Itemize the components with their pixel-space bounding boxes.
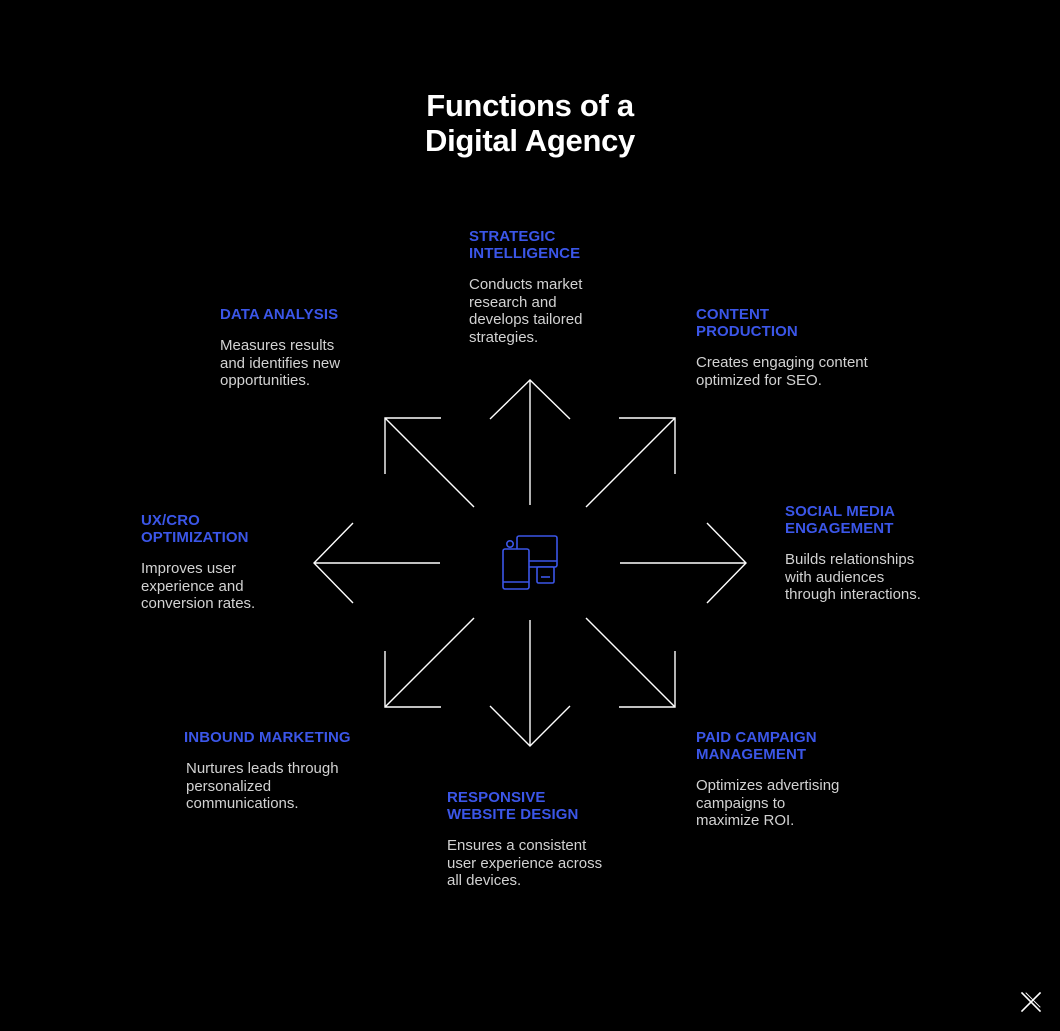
- heading-line: RESPONSIVE: [447, 789, 546, 806]
- heading-line: CONTENT: [696, 306, 770, 323]
- function-content-production: [696, 306, 868, 389]
- arrow-down-left: [385, 618, 474, 707]
- function-ux-cro-optimization: [141, 512, 255, 613]
- function-heading: [184, 729, 351, 746]
- function-description: [696, 354, 868, 389]
- function-description: [220, 337, 340, 390]
- arrow-up-right: [586, 418, 675, 507]
- heading-line: SOCIAL MEDIA: [785, 503, 896, 520]
- title-line-1: Functions of a: [426, 88, 634, 123]
- arrow-up: [490, 380, 570, 505]
- function-description: [469, 276, 582, 346]
- heading-line: PAID CAMPAIGN: [696, 729, 817, 746]
- function-heading: [785, 503, 921, 537]
- arrow-down: [490, 620, 570, 746]
- description-line: user experience across: [447, 854, 603, 872]
- description-line: opportunities.: [220, 372, 311, 389]
- description-line: optimized for SEO.: [696, 371, 822, 389]
- heading-line: OPTIMIZATION: [141, 529, 249, 546]
- heading-line: PRODUCTION: [696, 323, 798, 340]
- description-line: communications.: [186, 795, 299, 812]
- function-heading: [696, 306, 868, 340]
- description-line: maximize ROI.: [696, 812, 795, 829]
- description-line: all devices.: [447, 872, 522, 889]
- description-line: Builds relationships: [785, 551, 915, 568]
- arrow-up-left: [385, 418, 474, 507]
- arrow-down-right: [586, 618, 675, 707]
- title-line-2: Digital Agency: [425, 123, 635, 158]
- heading-line: STRATEGIC: [469, 228, 556, 245]
- function-description: [785, 551, 921, 604]
- arrow-left: [314, 523, 440, 603]
- heading-line: ENGAGEMENT: [785, 520, 894, 537]
- description-line: and identifies new: [220, 354, 341, 372]
- heading-line: DATA ANALYSIS: [220, 306, 339, 323]
- function-data-analysis: [220, 306, 340, 390]
- heading-line: INTELLIGENCE: [469, 245, 581, 262]
- description-line: Improves user: [141, 560, 237, 577]
- description-line: research and: [469, 293, 557, 311]
- x-logo-icon: [1019, 990, 1043, 1014]
- function-description: [696, 777, 839, 830]
- description-line: personalized: [186, 777, 272, 795]
- description-line: through interactions.: [785, 586, 921, 603]
- arrow-right: [620, 523, 746, 603]
- description-line: campaigns to: [696, 794, 786, 812]
- function-heading: [141, 512, 255, 546]
- function-description: [186, 760, 351, 813]
- function-paid-campaign-management: [696, 729, 839, 830]
- function-heading: [447, 789, 602, 823]
- description-line: experience and: [141, 577, 244, 595]
- description-line: Conducts market: [469, 276, 583, 293]
- function-strategic-intelligence: [469, 228, 582, 346]
- description-line: conversion rates.: [141, 595, 256, 612]
- heading-line: MANAGEMENT: [696, 746, 807, 763]
- description-line: Creates engaging content: [696, 354, 868, 371]
- function-heading: [220, 306, 340, 323]
- function-inbound-marketing: [184, 729, 351, 813]
- function-description: [141, 560, 255, 613]
- function-responsive-website-design: [447, 789, 602, 890]
- heading-line: WEBSITE DESIGN: [447, 806, 579, 823]
- description-line: Nurtures leads through: [186, 760, 339, 777]
- description-line: Ensures a consistent: [447, 837, 587, 854]
- description-line: strategies.: [469, 328, 539, 346]
- devices-icon: [503, 536, 557, 589]
- description-line: with audiences: [785, 568, 885, 586]
- description-line: Optimizes advertising: [696, 777, 840, 794]
- description-line: Measures results: [220, 337, 335, 354]
- function-heading: [469, 228, 582, 262]
- function-heading: [696, 729, 839, 763]
- description-line: develops tailored: [469, 311, 583, 328]
- function-description: [447, 837, 602, 890]
- heading-line: UX/CRO: [141, 512, 200, 529]
- heading-line: INBOUND MARKETING: [184, 729, 351, 746]
- function-social-media-engagement: [785, 503, 921, 604]
